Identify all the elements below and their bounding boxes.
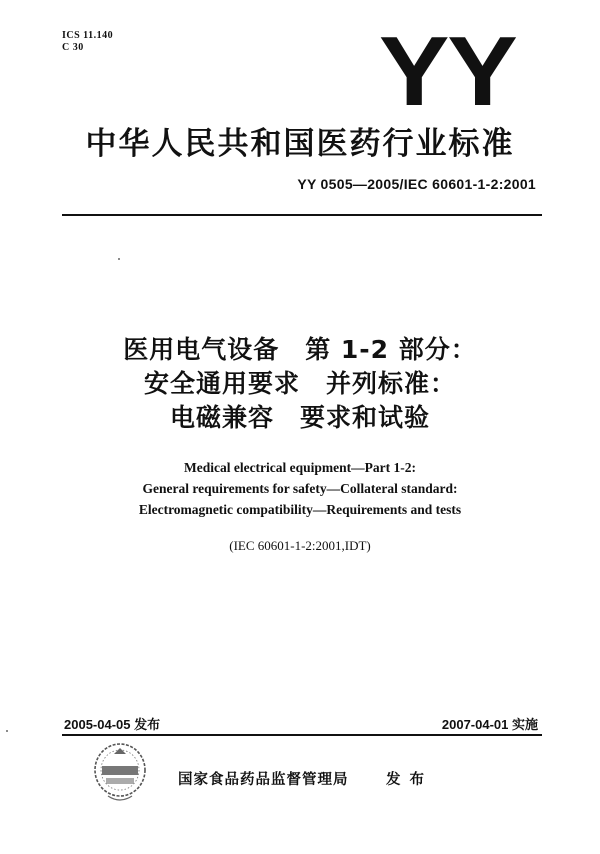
scan-speck (6, 730, 8, 732)
english-title-line-1: Medical electrical equipment—Part 1-2: (183, 460, 417, 475)
classification-codes (62, 30, 113, 54)
scan-speck (118, 258, 120, 260)
chinese-title-line-1: 医用电气设备 第 1-2 部分： (123, 335, 477, 364)
english-title-line-2: General requirements for safety—Collateral standard: (142, 481, 458, 496)
official-seal-icon (92, 740, 148, 808)
chinese-title-line-2: 安全通用要求 并列标准： (143, 369, 456, 398)
issuer-suffix: 发 布 (386, 772, 427, 788)
ccs-code: C 30 (62, 42, 84, 53)
yy-logo: YY (379, 16, 516, 126)
standard-number: YY 0505—2005/IEC 60601-1-2:2001 (297, 176, 536, 192)
ics-code: ICS 11.140 (62, 30, 114, 41)
top-divider (62, 214, 542, 216)
implementation-date: 2007-04-01 实施 (441, 717, 538, 732)
equivalence-statement: (IEC 60601-1-2:2001,IDT) (229, 538, 371, 553)
issue-date: 2005-04-05 发布 (64, 717, 161, 732)
english-title-line-3: Electromagnetic compatibility—Requirements and tests (138, 502, 462, 517)
issuing-authority: 国家食品药品监督管理局 (178, 772, 349, 788)
chinese-title-line-3: 电磁兼容 要求和试验 (169, 403, 430, 432)
organization-title: 中华人民共和国医药行业标准 (85, 126, 515, 162)
bottom-divider (62, 734, 542, 736)
